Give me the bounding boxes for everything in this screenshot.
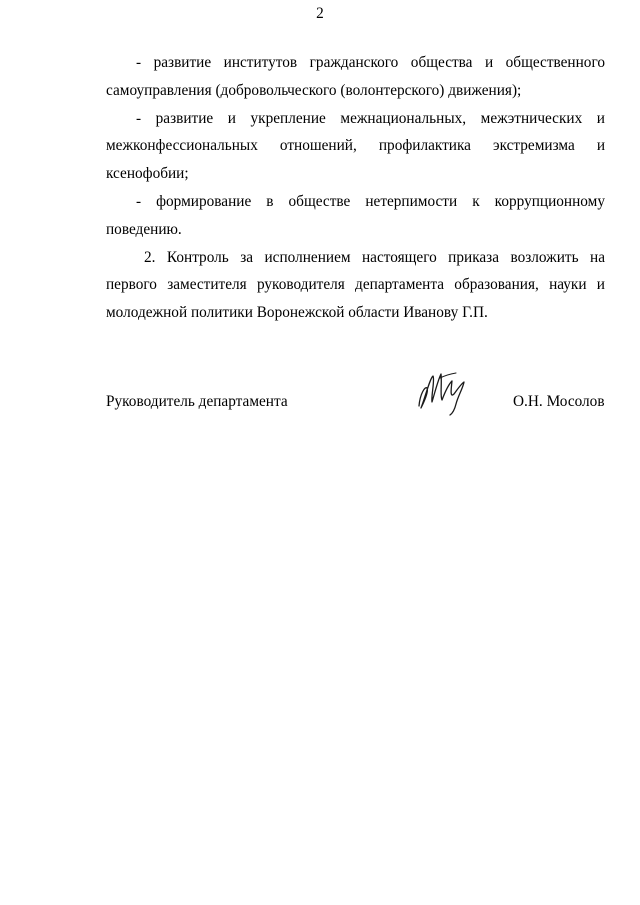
document-body [106, 49, 605, 327]
page-number: 2 [316, 5, 324, 22]
signatory-name: О.Н. Мосолов [513, 393, 605, 410]
signatory-title: Руководитель департамента [106, 393, 288, 410]
numbered-paragraph-control: 2. Контроль за исполнением настоящего приказа возложить на первого заместителя руководителя департамента образования, науки и молодежной политики Воронежской области Иванову Г.П. [106, 248, 605, 322]
bullet-item-anti-corruption: - формирование в обществе нетерпимости к коррупционному поведению. [106, 192, 605, 238]
handwritten-signature [416, 366, 470, 416]
bullet-item-interethnic-relations: - развитие и укрепление межнациональных, межэтнических и межконфессиональных отношений, профилактика экстремизма и ксенофобии; [106, 109, 605, 183]
bullet-item-civil-society: - развитие институтов гражданского общества и общественного самоуправления (добровольческого (волонтерского) движения); [106, 54, 605, 99]
